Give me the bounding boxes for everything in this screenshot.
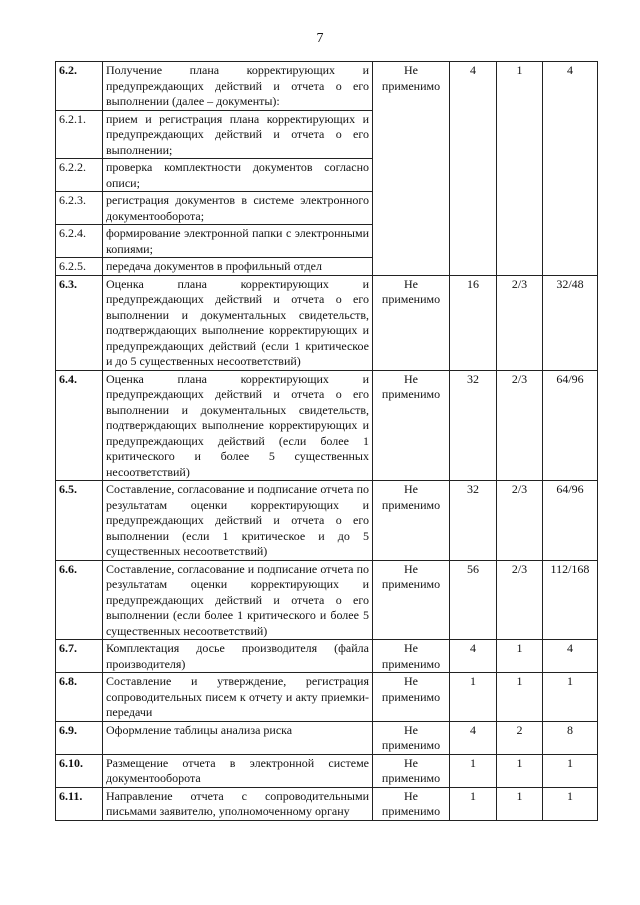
row-value-2: 1 — [497, 62, 543, 276]
row-description: Размещение отчета в электронной системе документооборота — [103, 754, 373, 787]
row-number: 6.3. — [56, 275, 103, 370]
subrow-number: 6.2.1. — [56, 110, 103, 159]
row-value-1: 1 — [450, 673, 497, 722]
row-description: Составление, согласование и подписание отчета по результатам оценки корректирующих и предупреждающих действий и отчета о его выполнении (если 1 критическое и до 5 существенных несоответствий) — [103, 481, 373, 561]
row-description: Направление отчета с сопроводительными письмами заявителю, уполномоченному органу — [103, 787, 373, 820]
row-value-2: 1 — [497, 787, 543, 820]
row-value-1: 4 — [450, 640, 497, 673]
row-number: 6.5. — [56, 481, 103, 561]
row-value-3: 4 — [543, 62, 598, 276]
row-status: Не применимо — [373, 275, 450, 370]
row-value-1: 4 — [450, 62, 497, 276]
table-row — [56, 673, 598, 722]
row-description: Оформление таблицы анализа риска — [103, 721, 373, 754]
row-status: Не применимо — [373, 754, 450, 787]
table-row — [56, 640, 598, 673]
row-number: 6.2. — [56, 62, 103, 111]
row-status: Не применимо — [373, 481, 450, 561]
row-description: Оценка плана корректирующих и предупреждающих действий и отчета о его выполнении и документальных свидетельств, подтверждающих выполнение корректирующих и предупреждающих действий (если более 1 критического и более 5 существенных несоответствий) — [103, 370, 373, 481]
row-value-3: 4 — [543, 640, 598, 673]
table-row — [56, 481, 598, 561]
table-row — [56, 721, 598, 754]
row-value-2: 2/3 — [497, 481, 543, 561]
row-value-1: 32 — [450, 481, 497, 561]
row-number: 6.8. — [56, 673, 103, 722]
row-description: Составление и утверждение, регистрация сопроводительных писем к отчету и акту приемки-передачи — [103, 673, 373, 722]
subrow-description: прием и регистрация плана корректирующих и предупреждающих действий и отчета о его выполнении; — [103, 110, 373, 159]
row-value-1: 16 — [450, 275, 497, 370]
row-value-3: 1 — [543, 673, 598, 722]
row-status: Не применимо — [373, 370, 450, 481]
row-value-2: 2/3 — [497, 560, 543, 640]
row-value-1: 1 — [450, 787, 497, 820]
row-status: Не применимо — [373, 62, 450, 276]
row-value-3: 1 — [543, 787, 598, 820]
table-row — [56, 787, 598, 820]
row-value-1: 1 — [450, 754, 497, 787]
row-description: Получение плана корректирующих и предупреждающих действий и отчета о его выполнении (далее – документы): — [103, 62, 373, 111]
subrow-number: 6.2.2. — [56, 159, 103, 192]
row-status: Не применимо — [373, 560, 450, 640]
row-status: Не применимо — [373, 640, 450, 673]
row-number: 6.4. — [56, 370, 103, 481]
subrow-description: проверка комплектности документов согласно описи; — [103, 159, 373, 192]
row-value-3: 8 — [543, 721, 598, 754]
row-number: 6.11. — [56, 787, 103, 820]
row-value-2: 2/3 — [497, 370, 543, 481]
row-value-2: 2/3 — [497, 275, 543, 370]
row-status: Не применимо — [373, 787, 450, 820]
table-row — [56, 370, 598, 481]
row-value-1: 4 — [450, 721, 497, 754]
subrow-number: 6.2.5. — [56, 258, 103, 276]
row-number: 6.6. — [56, 560, 103, 640]
row-value-3: 112/168 — [543, 560, 598, 640]
row-value-3: 32/48 — [543, 275, 598, 370]
row-status: Не применимо — [373, 721, 450, 754]
page-number: 7 — [316, 31, 324, 46]
table-row — [56, 275, 598, 370]
row-value-3: 64/96 — [543, 481, 598, 561]
row-value-2: 1 — [497, 673, 543, 722]
row-number: 6.9. — [56, 721, 103, 754]
subrow-description: передача документов в профильный отдел — [103, 258, 373, 276]
row-description: Оценка плана корректирующих и предупреждающих действий и отчета о его выполнении и документальных свидетельств, подтверждающих выполнение корректирующих и предупреждающих действий (если 1 критическое и до 5 существенных несоответствий) — [103, 275, 373, 370]
row-value-2: 1 — [497, 640, 543, 673]
table-row — [56, 62, 598, 111]
work-items-table — [55, 61, 598, 821]
row-value-3: 1 — [543, 754, 598, 787]
subrow-description: регистрация документов в системе электронного документооборота; — [103, 192, 373, 225]
row-value-3: 64/96 — [543, 370, 598, 481]
row-value-1: 32 — [450, 370, 497, 481]
table-row — [56, 560, 598, 640]
row-number: 6.7. — [56, 640, 103, 673]
row-value-2: 1 — [497, 754, 543, 787]
subrow-number: 6.2.3. — [56, 192, 103, 225]
row-status: Не применимо — [373, 673, 450, 722]
row-value-2: 2 — [497, 721, 543, 754]
row-description: Комплектация досье производителя (файла производителя) — [103, 640, 373, 673]
subrow-number: 6.2.4. — [56, 225, 103, 258]
row-number: 6.10. — [56, 754, 103, 787]
subrow-description: формирование электронной папки с электронными копиями; — [103, 225, 373, 258]
row-description: Составление, согласование и подписание отчета по результатам оценки корректирующих и предупреждающих действий и отчета о его выполнении (если более 1 критического и более 5 существенных несоответствий) — [103, 560, 373, 640]
table-row — [56, 754, 598, 787]
row-value-1: 56 — [450, 560, 497, 640]
